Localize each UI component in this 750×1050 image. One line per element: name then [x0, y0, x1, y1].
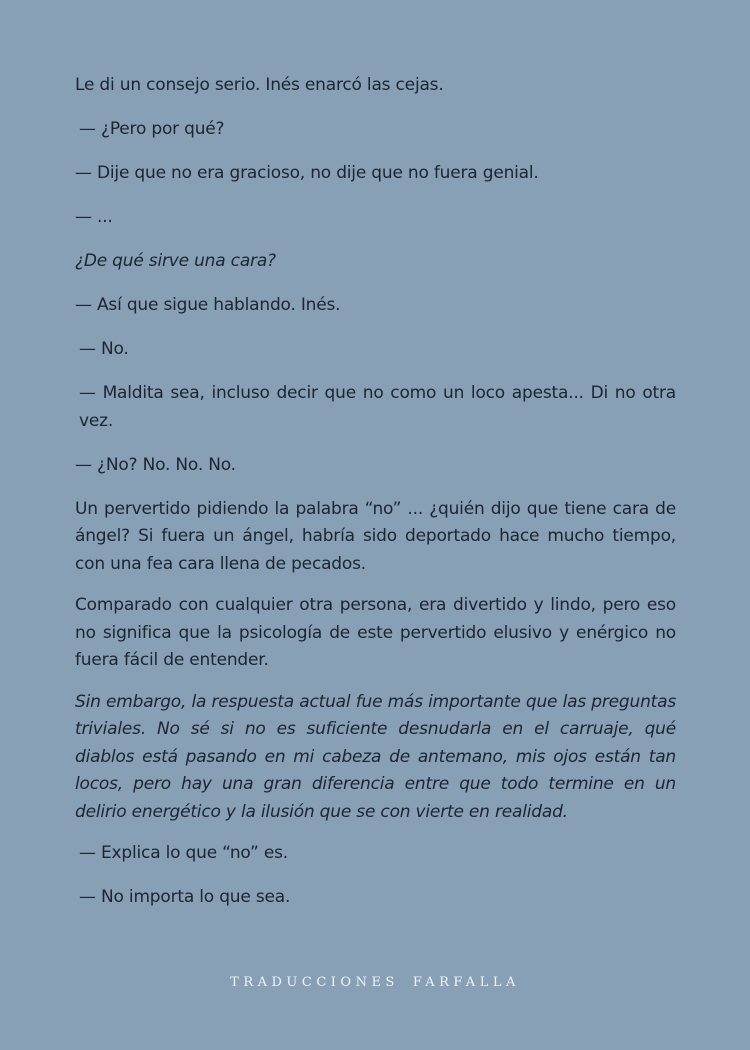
dialogue-line-2: — ¿Pero por qué?	[79, 119, 225, 139]
dialogue-line-9: — ¿No? No. No. No.	[75, 454, 236, 475]
footer-word-2: FARFALLA	[412, 975, 520, 990]
dialogue-line-8: — Maldita sea, incluso decir que no como un loco apesta... Di no otra vez.	[79, 383, 676, 431]
paragraph-12-italic: Sin embargo, la respuesta actual fue más importante que las preguntas triviales. No sé si no es suficiente desnudarla en el carruaje, qué diablos está pasando en mi cabeza de antemano, mis ojos están tan locos, pero hay una gran diferencia entre que todo termine en un delirio energético y la ilusión que se con vierte en realidad.	[75, 691, 676, 822]
paragraph-1: Le di un consejo serio. Inés enarcó las cejas.	[75, 75, 444, 95]
dialogue-line-6: — Así que sigue hablando. Inés.	[75, 295, 341, 315]
dialogue-line-7: — No.	[79, 339, 129, 359]
thought-line-5: ¿De qué sirve una cara?	[75, 251, 276, 271]
dialogue-line-4: — ...	[75, 207, 113, 227]
paragraph-10: Un pervertido pidiendo la palabra “no” ... ¿quién dijo que tiene cara de ángel? Si fuera un ángel, habría sido deportado hace mucho tiempo, con una fea cara llena de pecados.	[75, 498, 676, 574]
paragraph-11: Comparado con cualquier otra persona, era divertido y lindo, pero eso no significa que la psicología de este pervertido elusivo y enérgico no fuera fácil de entender.	[75, 595, 676, 670]
dialogue-line-13: — Explica lo que “no” es.	[79, 843, 288, 863]
dialogue-line-3: — Dije que no era gracioso, no dije que no fuera genial.	[75, 163, 539, 183]
dialogue-line-14: — No importa lo que sea.	[79, 887, 291, 907]
document-body	[75, 72, 676, 928]
footer-word-1: TRADUCCIONES	[230, 975, 399, 990]
footer-watermark	[0, 975, 750, 990]
